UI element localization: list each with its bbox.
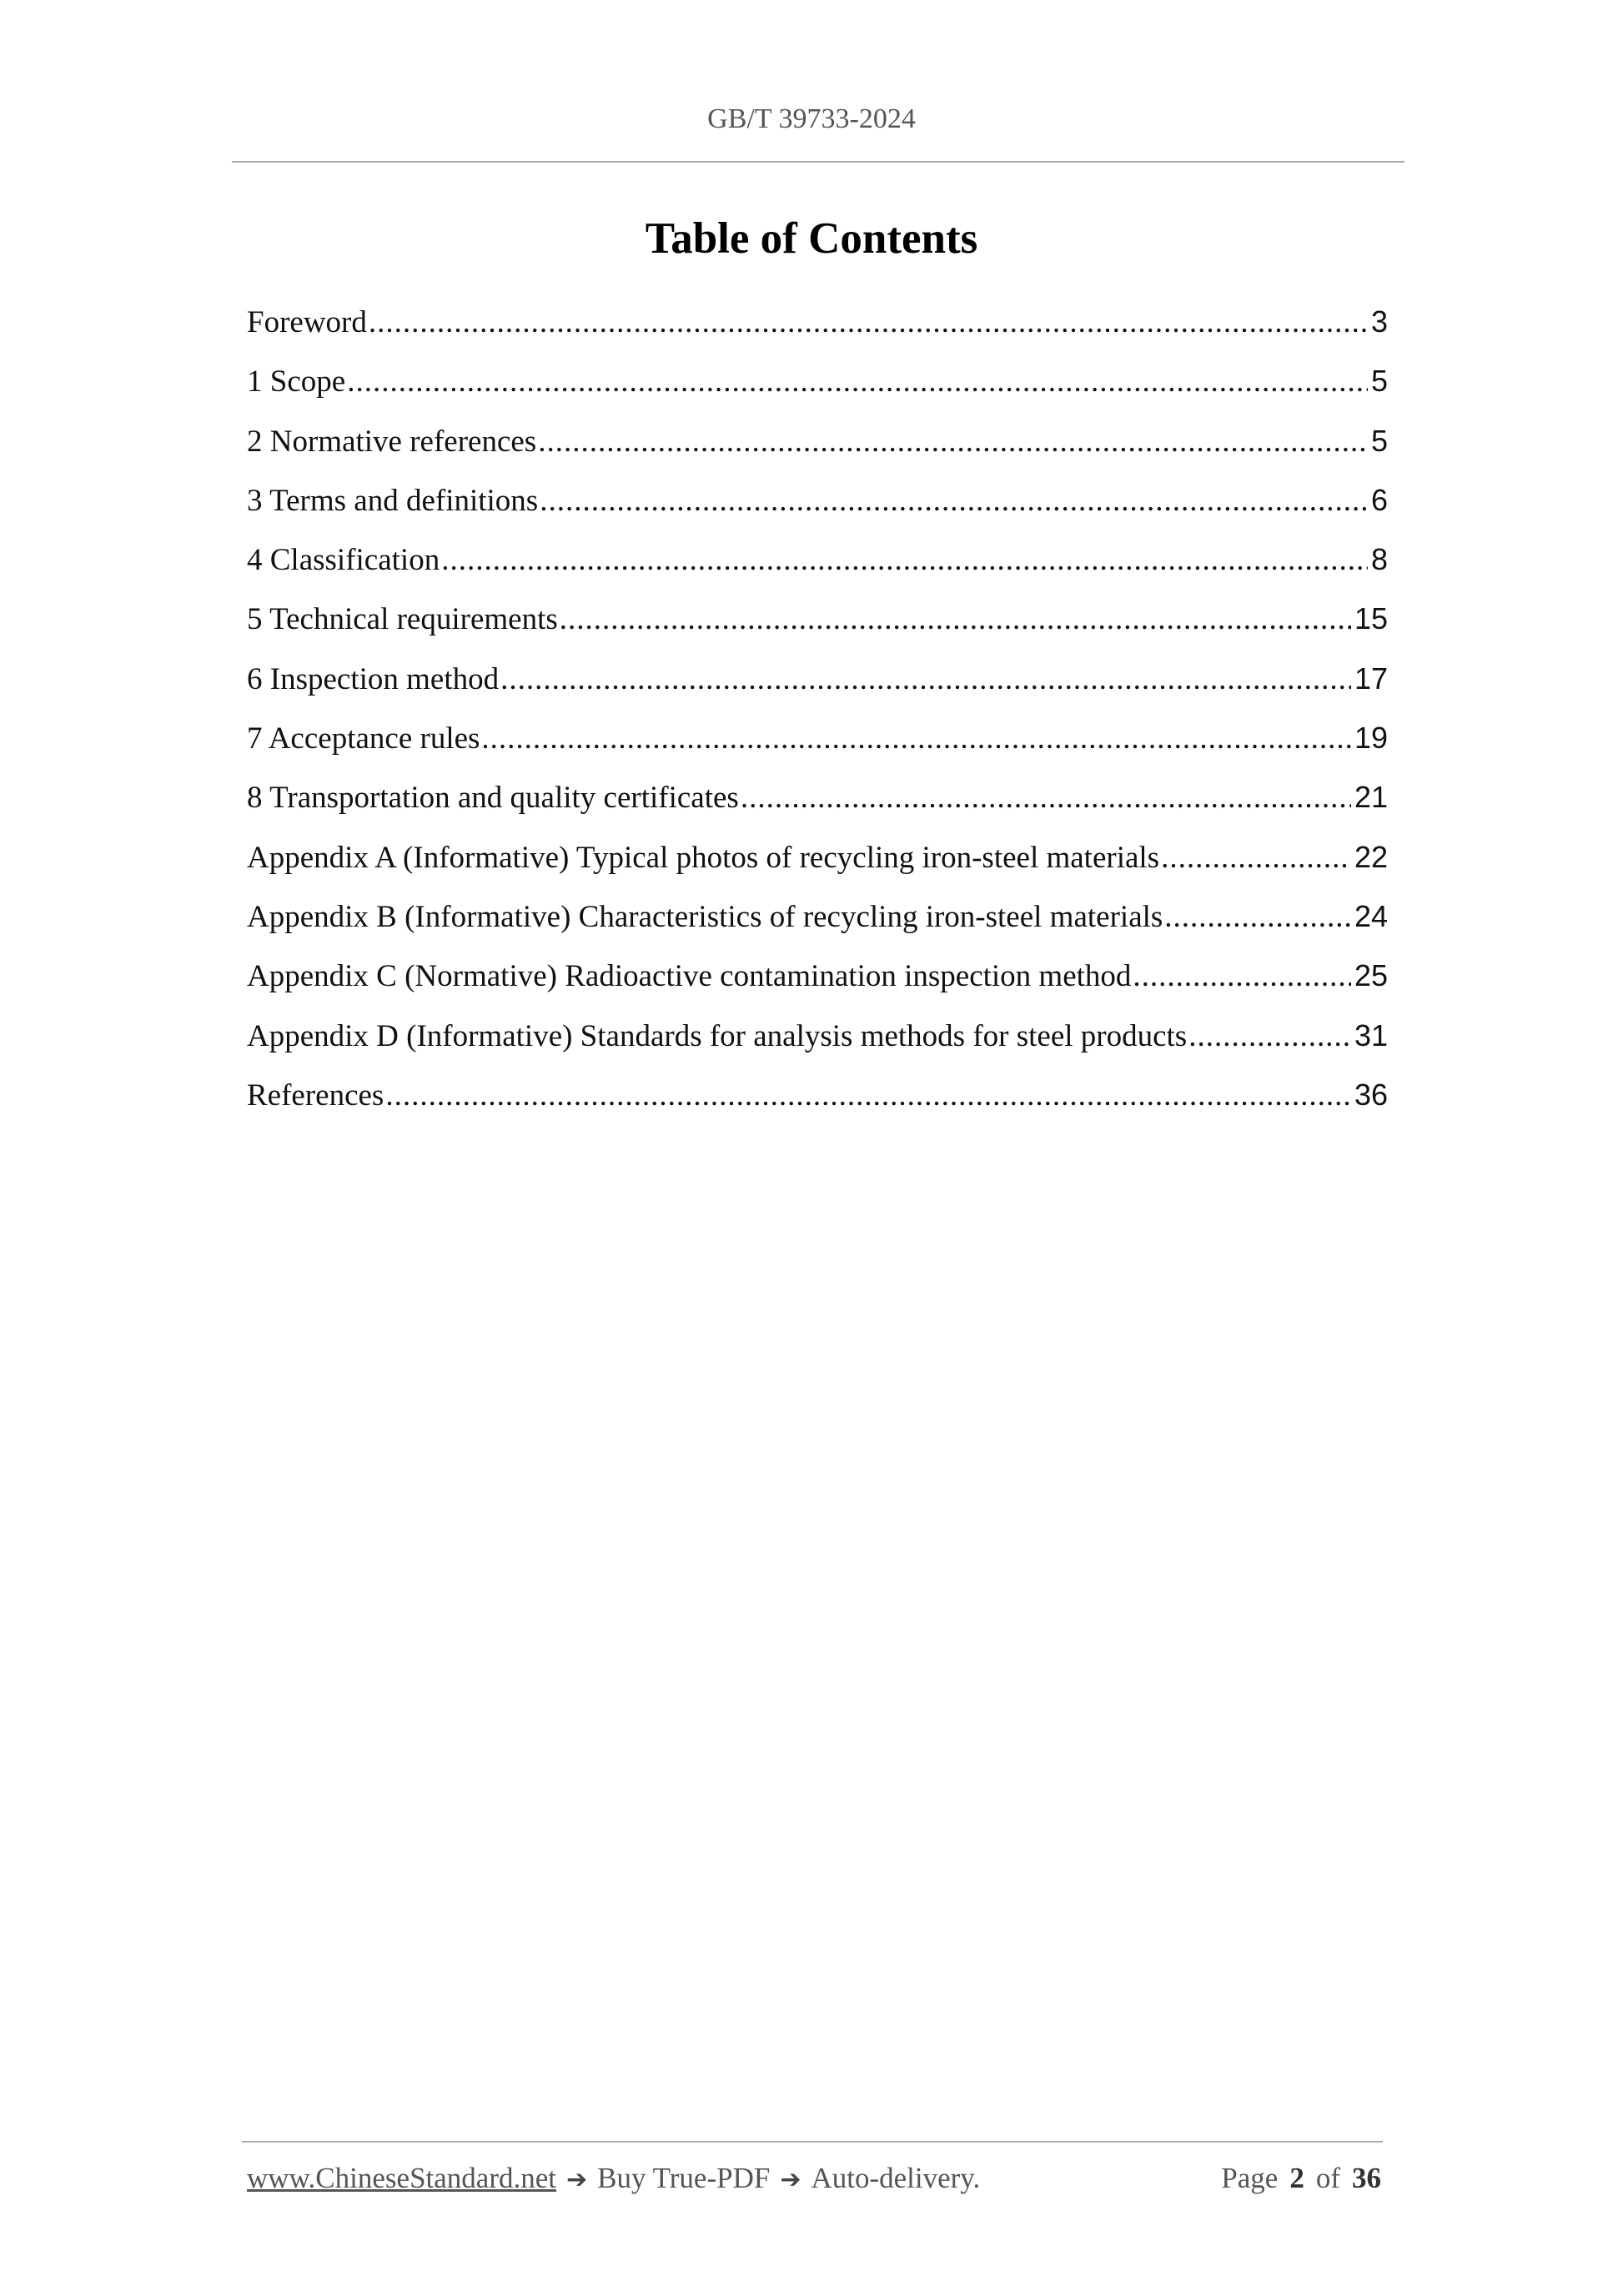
arrow-right-icon: ➔ — [780, 2165, 801, 2194]
dot-leader — [385, 1074, 1351, 1118]
toc-entry-references[interactable] — [247, 1073, 1388, 1133]
toc-entry-label: 6 Inspection method — [247, 661, 500, 696]
toc-entry-page: 17 — [1354, 661, 1388, 696]
total-pages-number: 36 — [1352, 2162, 1381, 2194]
running-header: GB/T 39733-2024 — [707, 103, 916, 134]
toc-entry-label: Appendix A (Informative) Typical photos of recycling iron-steel materials — [247, 840, 1160, 875]
table-of-contents — [247, 300, 1388, 1133]
toc-entry-terms-definitions[interactable] — [247, 479, 1388, 538]
toc-entry-classification[interactable] — [247, 538, 1388, 597]
current-page-number: 2 — [1289, 2162, 1304, 2194]
toc-entry-label: 1 Scope — [247, 364, 346, 399]
toc-entry-label: 5 Technical requirements — [247, 602, 558, 637]
dot-leader — [441, 539, 1368, 582]
toc-entry-page: 36 — [1354, 1077, 1388, 1112]
toc-entry-acceptance-rules[interactable] — [247, 716, 1388, 776]
toc-entry-page: 5 — [1370, 364, 1388, 399]
toc-entry-label: 4 Classification — [247, 543, 440, 578]
auto-delivery-text: Auto-delivery. — [811, 2162, 981, 2194]
toc-entry-appendix-d[interactable] — [247, 1014, 1388, 1073]
dot-leader — [347, 360, 1368, 404]
toc-entry-page: 5 — [1370, 423, 1388, 458]
toc-entry-label: Appendix D (Informative) Standards for analysis methods for steel products — [247, 1018, 1188, 1053]
page-word: Page — [1221, 2162, 1279, 2194]
header-divider — [232, 161, 1404, 163]
toc-entry-page: 25 — [1354, 958, 1388, 993]
toc-entry-appendix-c[interactable] — [247, 954, 1388, 1013]
toc-entry-page: 3 — [1370, 304, 1388, 339]
toc-entry-page: 8 — [1370, 542, 1388, 577]
dot-leader — [560, 598, 1351, 641]
toc-entry-inspection-method[interactable] — [247, 657, 1388, 716]
dot-leader — [540, 480, 1368, 523]
toc-entry-label: References — [247, 1078, 384, 1113]
toc-entry-page: 22 — [1354, 839, 1388, 874]
toc-entry-page: 19 — [1354, 721, 1388, 756]
toc-entry-label: 7 Acceptance rules — [247, 721, 480, 756]
of-word: of — [1315, 2162, 1340, 2194]
dot-leader — [1188, 1015, 1351, 1058]
toc-entry-page: 21 — [1354, 780, 1388, 815]
toc-entry-foreword[interactable] — [247, 300, 1388, 359]
toc-entry-label: Foreword — [247, 305, 367, 339]
toc-entry-appendix-a[interactable] — [247, 836, 1388, 895]
toc-entry-label: Appendix B (Informative) Characteristics of recycling iron-steel materials — [247, 899, 1163, 934]
toc-entry-technical-requirements[interactable] — [247, 597, 1388, 656]
toc-entry-page: 24 — [1354, 898, 1388, 933]
toc-entry-page: 15 — [1354, 601, 1388, 636]
dot-leader — [741, 776, 1351, 820]
running-footer — [247, 2162, 1381, 2195]
toc-entry-page: 31 — [1354, 1017, 1388, 1053]
dot-leader — [481, 717, 1351, 761]
arrow-right-icon: ➔ — [566, 2165, 588, 2194]
toc-entry-appendix-b[interactable] — [247, 895, 1388, 954]
dot-leader — [500, 658, 1351, 701]
toc-entry-scope[interactable] — [247, 359, 1388, 419]
dot-leader — [1161, 837, 1351, 880]
toc-entry-label: Appendix C (Normative) Radioactive contamination inspection method — [247, 959, 1132, 994]
footer-divider — [242, 2141, 1383, 2143]
toc-entry-label: 3 Terms and definitions — [247, 483, 539, 518]
page-indicator — [1221, 2162, 1381, 2195]
dot-leader — [369, 301, 1368, 344]
buy-pdf-text: Buy True-PDF — [597, 2162, 771, 2194]
dot-leader — [1164, 896, 1351, 939]
toc-entry-page: 6 — [1370, 482, 1388, 517]
toc-entry-label: 8 Transportation and quality certificates — [247, 781, 739, 816]
toc-entry-transportation[interactable] — [247, 776, 1388, 835]
footer-promo — [247, 2162, 980, 2195]
toc-entry-normative-references[interactable] — [247, 420, 1388, 479]
toc-entry-label: 2 Normative references — [247, 424, 537, 459]
site-link[interactable]: www.ChineseStandard.net — [247, 2162, 556, 2194]
page-title: Table of Contents — [645, 214, 978, 263]
dot-leader — [1133, 955, 1351, 998]
dot-leader — [538, 420, 1368, 464]
